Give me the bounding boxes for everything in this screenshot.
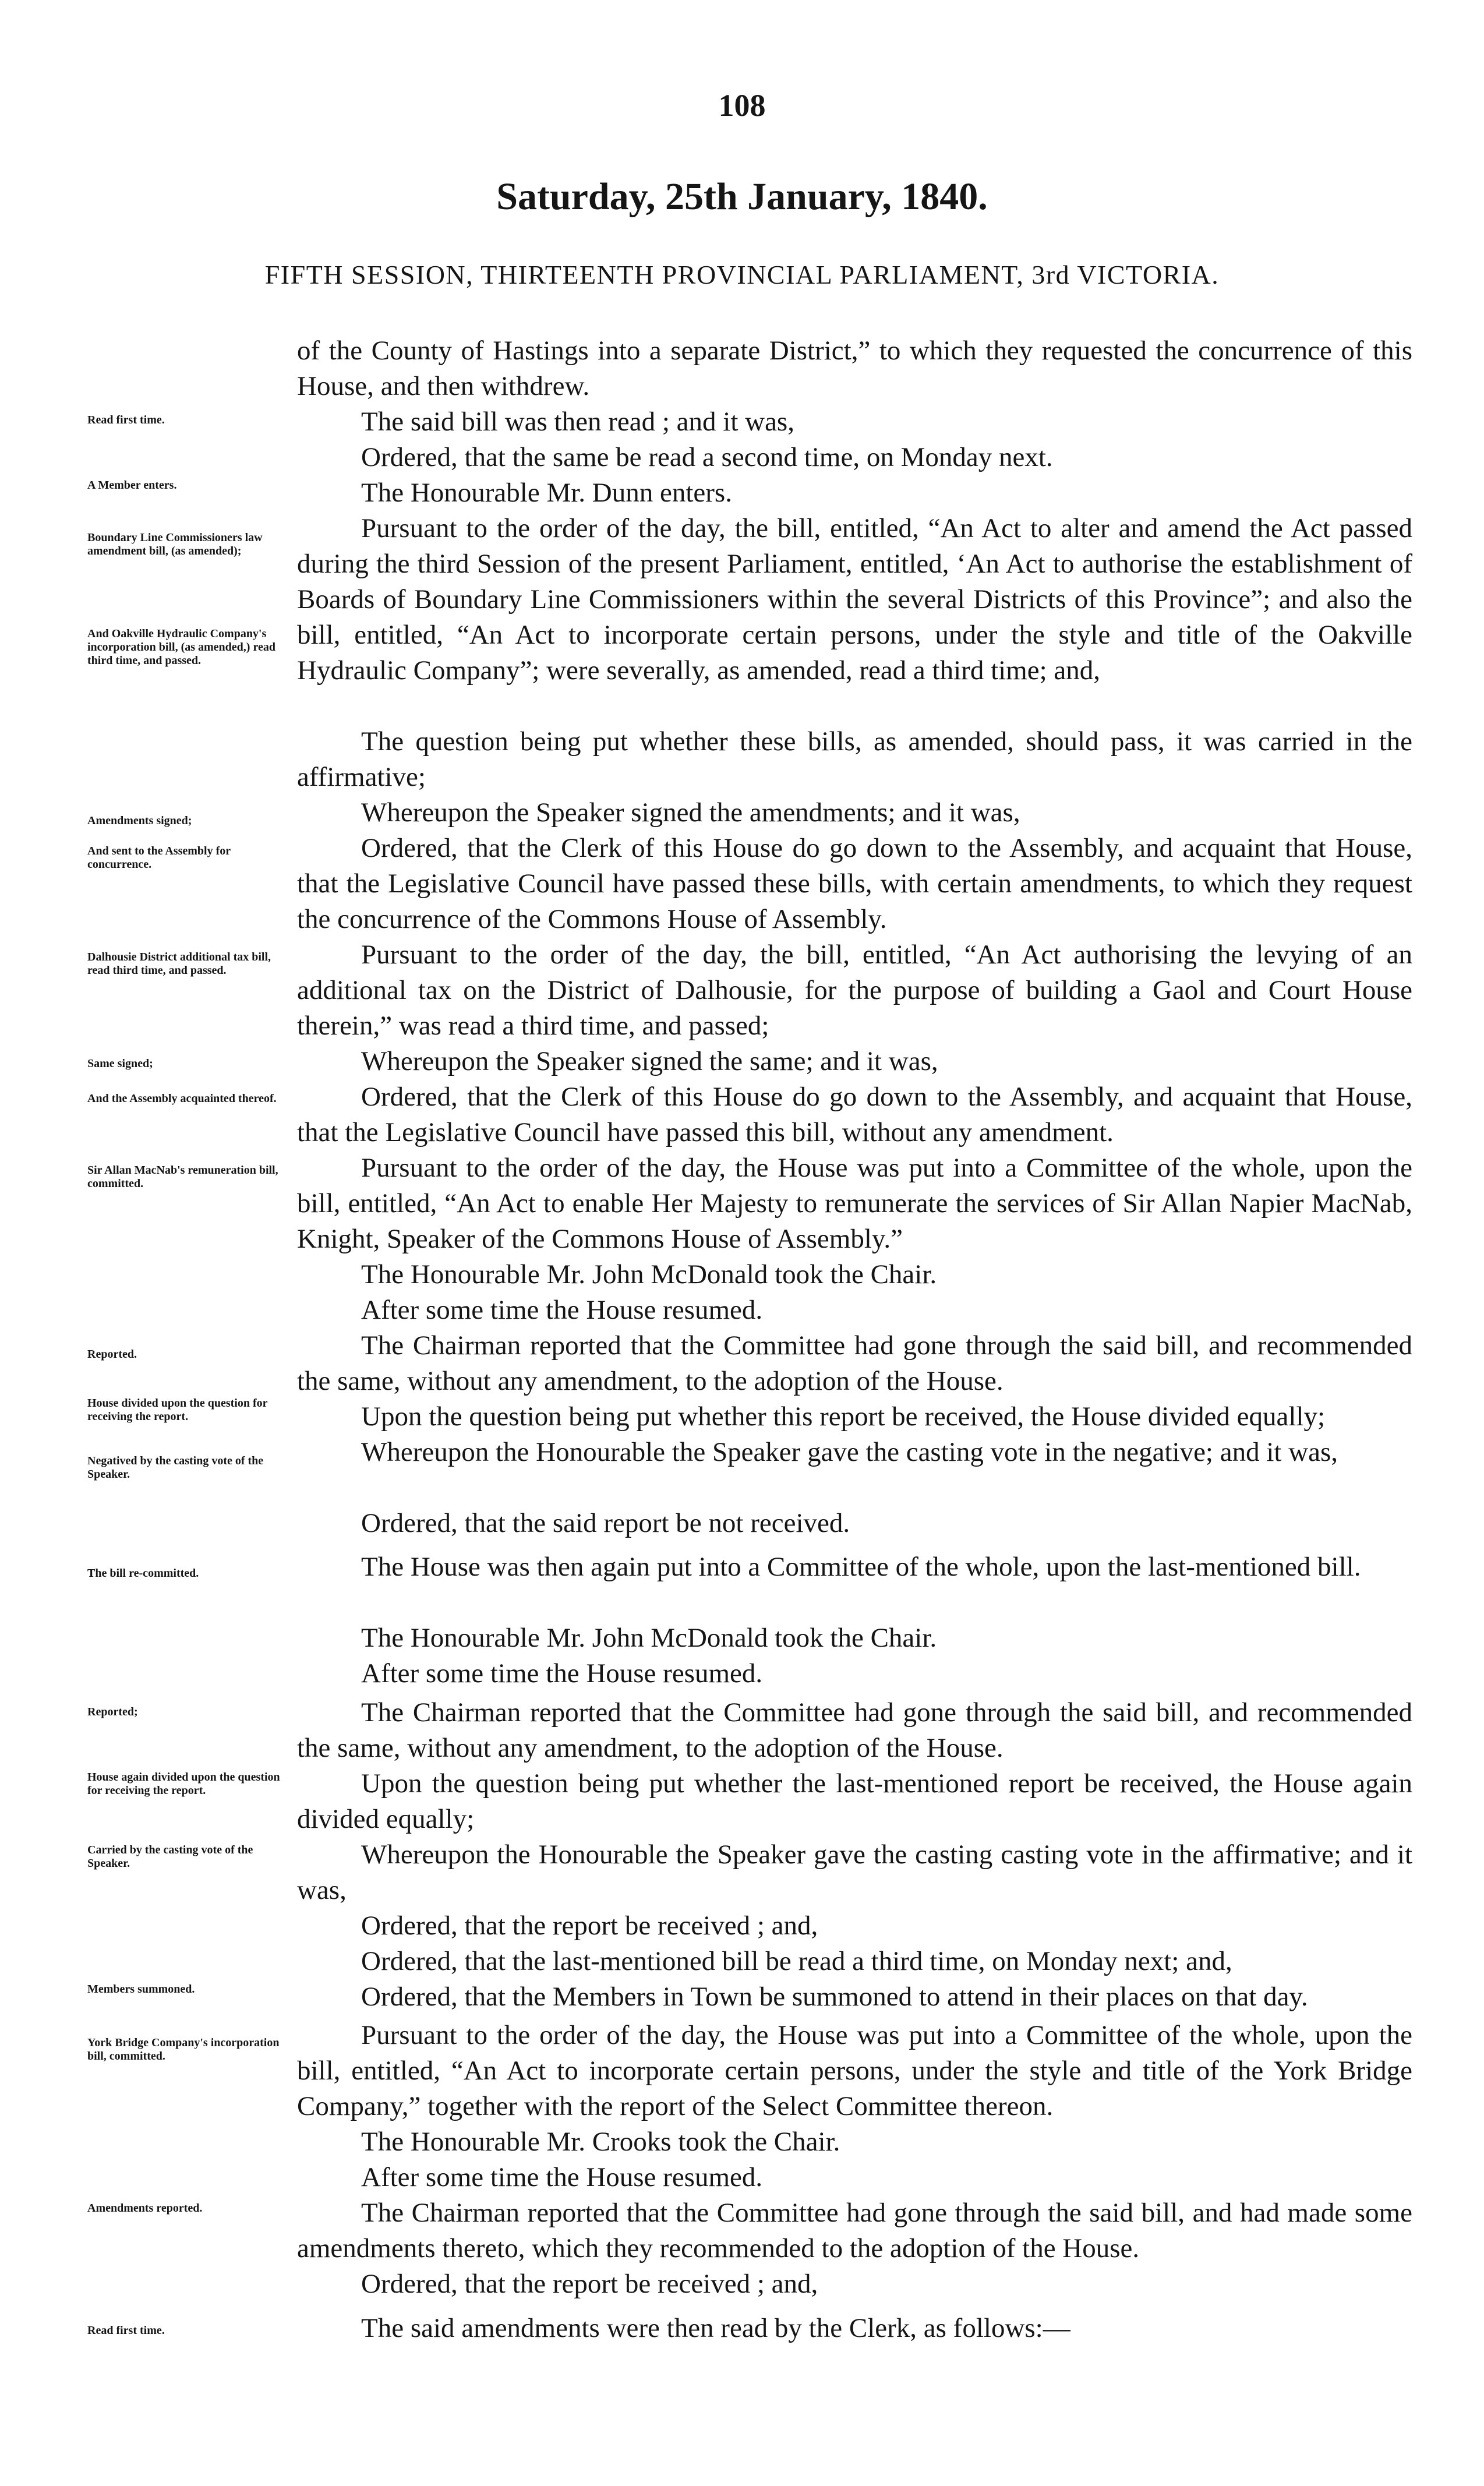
margin-note: Negatived by the casting vote of the Speaker. bbox=[87, 1454, 264, 1481]
paragraph: Whereupon the Honourable the Speaker gave the casting casting vote in the affirmative; and it was, bbox=[297, 1839, 1412, 1905]
paragraph: After some time the House resumed. bbox=[361, 2162, 763, 2192]
page-number: 108 bbox=[718, 88, 766, 123]
margin-note: A Member enters. bbox=[87, 479, 177, 492]
paragraph: The question being put whether these bills, as amended, should pass, it was carried in the affirmative; bbox=[297, 726, 1412, 792]
paragraph: After some time the House resumed. bbox=[361, 1295, 763, 1325]
paragraph: After some time the House resumed. bbox=[361, 1658, 763, 1689]
paragraph: Upon the question being put whether this report be received, the House divided equally; bbox=[361, 1401, 1326, 1432]
paragraph: Ordered, that the Members in Town be summoned to attend in their places on that day. bbox=[361, 1982, 1308, 2012]
paragraph: The Honourable Mr. Crooks took the Chair. bbox=[361, 2127, 840, 2157]
paragraph: Pursuant to the order of the day, the bill, entitled, “An Act to alter and amend the Act passed during the third Session of the present Parliament, entitled, ‘An Act to authorise the establishment of Boards of Boundary Line Commissioners within the several Districts of this Province”; and also the bill, entitled, “An Act to incorporate certain persons, under the style and title of the Oakville Hydraulic Company”; were severally, as amended, read a third time; and, bbox=[297, 513, 1412, 686]
paragraph: The Chairman reported that the Committee had gone through the said bill, and had made some amendments thereto, which they recommended to the adoption of the House. bbox=[297, 2198, 1412, 2263]
paragraph: The said amendments were then read by the Clerk, as follows:— bbox=[361, 2313, 1070, 2343]
paragraph: Upon the question being put whether the last-mentioned report be received, the House again divided equally; bbox=[297, 1768, 1412, 1834]
margin-note: And sent to the Assembly for concurrence. bbox=[87, 845, 231, 871]
paragraph: Ordered, that the last-mentioned bill be read a third time, on Monday next; and, bbox=[361, 1946, 1232, 1976]
paragraph: The said bill was then read ; and it was, bbox=[361, 407, 794, 437]
margin-note: And Oakville Hydraulic Company's incorporation bill, (as amended,) read third time, and passed. bbox=[87, 627, 275, 667]
paragraph: The Honourable Mr. John McDonald took the Chair. bbox=[361, 1623, 937, 1653]
paragraph: Whereupon the Honourable the Speaker gave the casting vote in the negative; and it was, bbox=[361, 1437, 1338, 1467]
margin-note: Sir Allan MacNab's remuneration bill, committed. bbox=[87, 1164, 278, 1190]
margin-note: Reported; bbox=[87, 1705, 138, 1718]
paragraph: Ordered, that the said report be not received. bbox=[361, 1508, 850, 1538]
paragraph: Ordered, that the Clerk of this House do go down to the Assembly, and acquaint that House, that the Legislative Council have passed this bill, without any amendment. bbox=[297, 1082, 1412, 1147]
paragraph: The Honourable Mr. John McDonald took the Chair. bbox=[361, 1259, 937, 1290]
margin-note: Dalhousie District additional tax bill, read third time, and passed. bbox=[87, 951, 271, 977]
paragraph: Pursuant to the order of the day, the House was put into a Committee of the whole, upon the bill, entitled, “An Act to incorporate certain persons, under the style and title of the York Bridge Company,” together with the report of the Select Committee thereon. bbox=[297, 2020, 1412, 2121]
margin-note: Read first time. bbox=[87, 414, 165, 426]
session-heading: FIFTH SESSION, THIRTEENTH PROVINCIAL PARLIAMENT, 3rd VICTORIA. bbox=[264, 260, 1220, 289]
paragraph: Whereupon the Speaker signed the amendments; and it was, bbox=[361, 797, 1020, 828]
margin-note: Read first time. bbox=[87, 2324, 165, 2337]
margin-note: Amendments reported. bbox=[87, 2202, 203, 2215]
paragraph: Ordered, that the report be received ; and, bbox=[361, 1911, 818, 1941]
margin-note: Members summoned. bbox=[87, 1983, 195, 1996]
paragraph: Ordered, that the Clerk of this House do go down to the Assembly, and acquaint that House, that the Legislative Council have passed these bills, with certain amendments, to which they request the concurrence of the Commons House of Assembly. bbox=[297, 833, 1412, 934]
paragraph: Ordered, that the report be received ; and, bbox=[361, 2269, 818, 2299]
paragraph: The House was then again put into a Committee of the whole, upon the last-mentioned bill. bbox=[361, 1552, 1361, 1582]
margin-note: Amendments signed; bbox=[87, 814, 192, 827]
margin-note: Boundary Line Commissioners law amendment bill, (as amended); bbox=[87, 531, 263, 557]
paragraph: The Honourable Mr. Dunn enters. bbox=[361, 478, 732, 508]
margin-note: House again divided upon the question for receiving the report. bbox=[87, 1771, 280, 1797]
paragraph: of the County of Hastings into a separate District,” to which they requested the concurrence of this House, and then withdrew. bbox=[297, 336, 1412, 401]
margin-note: The bill re-committed. bbox=[87, 1567, 199, 1580]
paragraph: Whereupon the Speaker signed the same; and it was, bbox=[361, 1046, 938, 1076]
margin-note: Reported. bbox=[87, 1348, 137, 1361]
margin-note: Carried by the casting vote of the Speaker. bbox=[87, 1844, 253, 1870]
margin-note: Same signed; bbox=[87, 1057, 153, 1070]
margin-note: House divided upon the question for receiving the report. bbox=[87, 1397, 268, 1423]
margin-note: And the Assembly acquainted thereof. bbox=[87, 1092, 277, 1105]
paragraph: The Chairman reported that the Committee had gone through the said bill, and recommended the same, without any amendment, to the adoption of the House. bbox=[297, 1697, 1412, 1763]
margin-note: York Bridge Company's incorporation bill, committed. bbox=[87, 2036, 280, 2063]
paragraph: Ordered, that the same be read a second time, on Monday next. bbox=[361, 442, 1053, 472]
paragraph: Pursuant to the order of the day, the bill, entitled, “An Act authorising the levying of an additional tax on the District of Dalhousie, for the purpose of building a Gaol and Court House therein,” was read a third time, and passed; bbox=[297, 940, 1412, 1041]
paragraph: Pursuant to the order of the day, the House was put into a Committee of the whole, upon the bill, entitled, “An Act to enable Her Majesty to remunerate the services of Sir Allan Napier MacNab, Knight, Speaker of the Commons House of Assembly.” bbox=[297, 1153, 1412, 1254]
paragraph: The Chairman reported that the Committee had gone through the said bill, and recommended the same, without any amendment, to the adoption of the House. bbox=[297, 1330, 1412, 1396]
page-date-heading: Saturday, 25th January, 1840. bbox=[496, 175, 988, 218]
